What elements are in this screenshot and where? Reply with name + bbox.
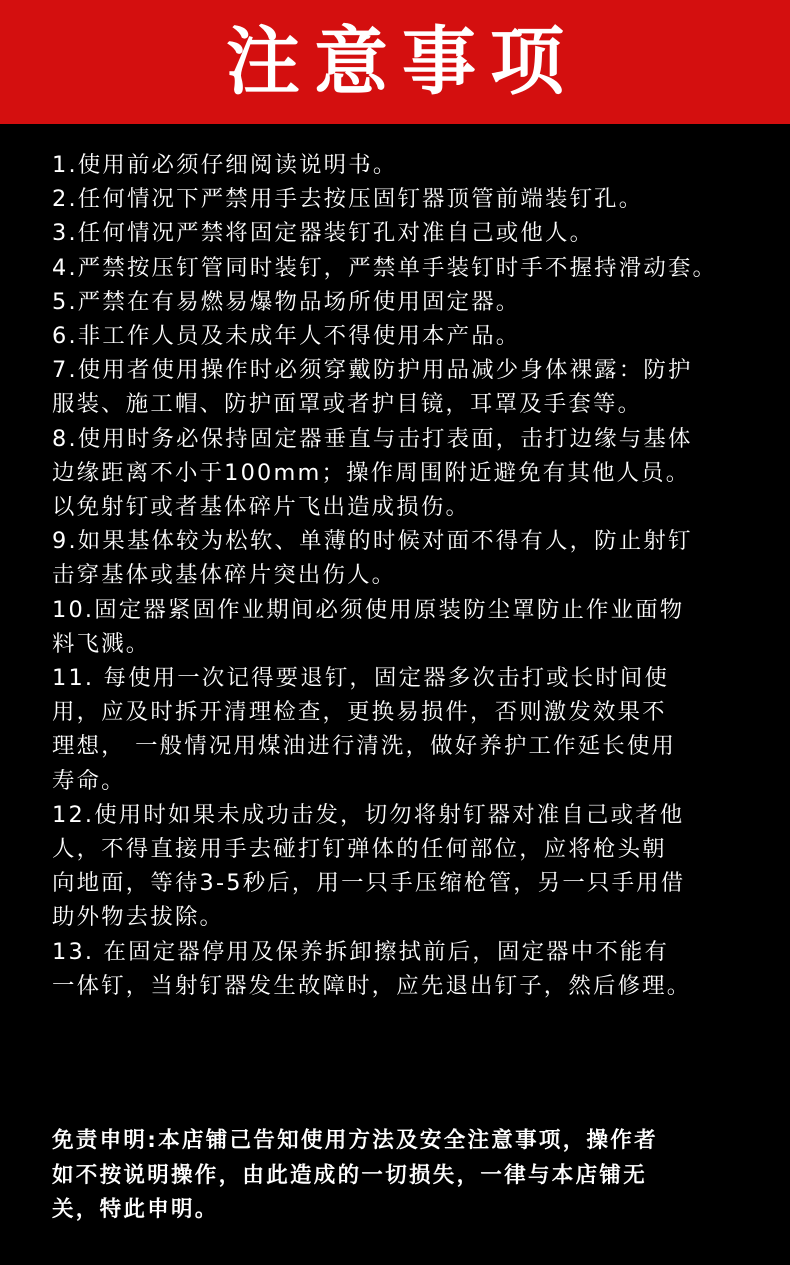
precaution-item-1: 1.使用前必须仔细阅读说明书。 — [52, 152, 398, 178]
page-title: 注意事项 — [226, 19, 578, 105]
precaution-item-10: 10.固定器紧固作业期间必须使用原装防尘罩防止作业面物 料飞溅。 — [52, 596, 685, 657]
precaution-item-11: 11. 每使用一次记得要退钉，固定器多次击打或长时间使 用，应及时拆开清理检查，更换易损件，否则激发效果不 理想， 一般情况用煤油进行清洗，做好养护工作延长使用 寿命。 — [52, 665, 677, 794]
precautions-list — [52, 148, 782, 1003]
precaution-item-9: 9.如果基体较为松软、单薄的时候对面不得有人，防止射钉 击穿基体或基体碎片突出伤人。 — [52, 528, 693, 589]
title-banner — [0, 0, 790, 124]
precaution-item-3: 3.任何情况严禁将固定器装钉孔对准自己或他人。 — [52, 220, 595, 247]
precaution-item-2: 2.任何情况下严禁用手去按压固钉器顶管前端装钉孔。 — [52, 186, 644, 213]
precaution-item-7: 7.使用者使用操作时必须穿戴防护用品减少身体裸露：防护 服装、施工帽、防护面罩或者护目镜，耳罩及手套等。 — [52, 357, 693, 418]
precaution-item-6: 6.非工作人员及未成年人不得使用本产品。 — [52, 323, 521, 350]
precaution-item-13: 13. 在固定器停用及保养拆卸擦拭前后，固定器中不能有 一体钉，当射钉器发生故障时，应先退出钉子，然后修理。 — [52, 938, 692, 999]
precaution-item-5: 5.严禁在有易燃易爆物品场所使用固定器。 — [52, 288, 521, 315]
disclaimer-text: 免责申明:本店铺己告知使用方法及安全注意事项，操作者 如不按说明操作，由此造成的一切损失，一律与本店铺无 关，特此申明。 — [52, 1128, 658, 1222]
precaution-item-4: 4.严禁按压钉管同时装钉，严禁单手装钉时手不握持滑动套。 — [52, 254, 718, 281]
precaution-item-12: 12.使用时如果未成功击发，切勿将射钉器对准自己或者他 人，不得直接用手去碰打钉弹体的任何部位，应将枪头朝 向地面，等待3-5秒后，用一只手压缩枪管，另一只手用借 助外物去拔除。 — [52, 801, 686, 931]
precaution-item-8: 8.使用时务必保持固定器垂直与击打表面，击打边缘与基体 边缘距离不小于100mm；操作周围附近避免有其他人员。 以免射钉或者基体碎片飞出造成损伤。 — [52, 425, 693, 521]
